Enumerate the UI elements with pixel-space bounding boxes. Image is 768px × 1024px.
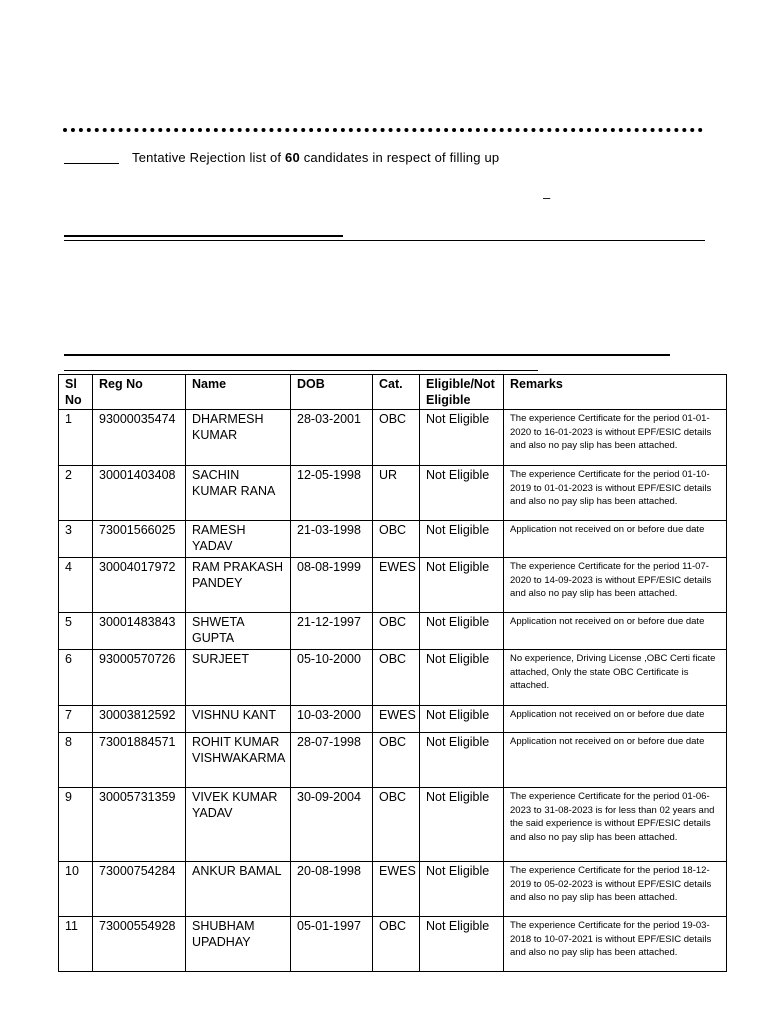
- cell-category: OBC: [373, 521, 420, 558]
- table-row: [59, 466, 727, 521]
- cell-remarks: The experience Certificate for the period 01-10-2019 to 01-01-2023 is without EPF/ESIC details and also no pay slip has been attached.: [504, 466, 727, 521]
- cell-remarks: The experience Certificate for the period 01-06-2023 to 31-08-2023 is for less than 02 years and the said experience is without EPF/ESIC details and also no pay slip has been attached.: [504, 788, 727, 862]
- cell-sl-no: 1: [59, 410, 93, 466]
- cell-reg-no: 73000554928: [93, 917, 186, 972]
- cell-reg-no: 30001483843: [93, 613, 186, 650]
- cell-remarks: No experience, Driving License ,OBC Certi ficate attached, Only the state OBC Certificate is attached.: [504, 650, 727, 706]
- cell-category: UR: [373, 466, 420, 521]
- cell-category: OBC: [373, 917, 420, 972]
- cell-dob: 28-03-2001: [291, 410, 373, 466]
- table-row: [59, 862, 727, 917]
- cell-dob: 05-01-1997: [291, 917, 373, 972]
- cell-name: RAM PRAKASH PANDEY: [186, 558, 291, 613]
- cell-category: OBC: [373, 650, 420, 706]
- cell-reg-no: 73001566025: [93, 521, 186, 558]
- cell-category: EWES: [373, 862, 420, 917]
- table-row: [59, 733, 727, 788]
- cell-dob: 05-10-2000: [291, 650, 373, 706]
- cell-category: OBC: [373, 788, 420, 862]
- header-eligibility: Eligible/Not Eligible: [420, 375, 504, 410]
- cell-eligibility: Not Eligible: [420, 917, 504, 972]
- intro-prefix: Tentative Rejection list of: [132, 150, 282, 165]
- underline-heading: [64, 354, 670, 356]
- cell-dob: 10-03-2000: [291, 706, 373, 733]
- cell-sl-no: 4: [59, 558, 93, 613]
- header-sl-no: Sl No: [59, 375, 93, 410]
- header-name: Name: [186, 375, 291, 410]
- cell-sl-no: 9: [59, 788, 93, 862]
- cell-sl-no: 3: [59, 521, 93, 558]
- cell-eligibility: Not Eligible: [420, 613, 504, 650]
- cell-remarks: Application not received on or before due date: [504, 521, 727, 558]
- cell-remarks: Application not received on or before due date: [504, 706, 727, 733]
- cell-category: OBC: [373, 733, 420, 788]
- cell-reg-no: 73001884571: [93, 733, 186, 788]
- cell-name: SHUBHAM UPADHAY: [186, 917, 291, 972]
- cell-name: SURJEET: [186, 650, 291, 706]
- dash-mark: –: [543, 190, 551, 205]
- header-remarks: Remarks: [504, 375, 727, 410]
- underline-short: [64, 235, 343, 237]
- cell-dob: 12-05-1998: [291, 466, 373, 521]
- cell-remarks: The experience Certificate for the period 01-01-2020 to 16-01-2023 is without EPF/ESIC details and also no pay slip has been attached.: [504, 410, 727, 466]
- cell-category: EWES: [373, 558, 420, 613]
- cell-eligibility: Not Eligible: [420, 466, 504, 521]
- cell-category: EWES: [373, 706, 420, 733]
- cell-sl-no: 8: [59, 733, 93, 788]
- cell-name: SACHIN KUMAR RANA: [186, 466, 291, 521]
- cell-eligibility: Not Eligible: [420, 410, 504, 466]
- table-row: [59, 558, 727, 613]
- intro-line: [132, 150, 499, 165]
- cell-reg-no: 73000754284: [93, 862, 186, 917]
- cell-sl-no: 11: [59, 917, 93, 972]
- cell-eligibility: Not Eligible: [420, 862, 504, 917]
- underline-long: [64, 240, 705, 241]
- cell-name: ROHIT KUMAR VISHWAKARMA: [186, 733, 291, 788]
- cell-eligibility: Not Eligible: [420, 558, 504, 613]
- cell-eligibility: Not Eligible: [420, 706, 504, 733]
- cell-dob: 28-07-1998: [291, 733, 373, 788]
- dotted-separator: [63, 128, 703, 132]
- table-header-row: [59, 375, 727, 410]
- cell-sl-no: 5: [59, 613, 93, 650]
- cell-dob: 21-12-1997: [291, 613, 373, 650]
- cell-eligibility: Not Eligible: [420, 521, 504, 558]
- cell-name: ANKUR BAMAL: [186, 862, 291, 917]
- cell-name: RAMESH YADAV: [186, 521, 291, 558]
- cell-remarks: Application not received on or before due date: [504, 613, 727, 650]
- cell-category: OBC: [373, 613, 420, 650]
- cell-reg-no: 30001403408: [93, 466, 186, 521]
- header-dob: DOB: [291, 375, 373, 410]
- table-row: [59, 788, 727, 862]
- table-row: [59, 613, 727, 650]
- cell-reg-no: 30003812592: [93, 706, 186, 733]
- header-category: Cat.: [373, 375, 420, 410]
- cell-sl-no: 2: [59, 466, 93, 521]
- cell-remarks: The experience Certificate for the period 18-12-2019 to 05-02-2023 is without EPF/ESIC details and also no pay slip has been attached.: [504, 862, 727, 917]
- cell-eligibility: Not Eligible: [420, 733, 504, 788]
- cell-reg-no: 30005731359: [93, 788, 186, 862]
- candidate-count: 60: [285, 150, 300, 165]
- cell-dob: 08-08-1999: [291, 558, 373, 613]
- cell-eligibility: Not Eligible: [420, 788, 504, 862]
- cell-remarks: The experience Certificate for the period 19-03-2018 to 10-07-2021 is without EPF/ESIC details and also no pay slip has been attached.: [504, 917, 727, 972]
- blank-underline: [64, 163, 119, 164]
- underline-heading-thin: [64, 370, 538, 371]
- cell-category: OBC: [373, 410, 420, 466]
- cell-dob: 20-08-1998: [291, 862, 373, 917]
- table-row: [59, 650, 727, 706]
- table-row: [59, 917, 727, 972]
- cell-dob: 21-03-1998: [291, 521, 373, 558]
- rejection-table: [58, 374, 727, 972]
- cell-dob: 30-09-2004: [291, 788, 373, 862]
- header-reg-no: Reg No: [93, 375, 186, 410]
- cell-name: SHWETA GUPTA: [186, 613, 291, 650]
- cell-reg-no: 30004017972: [93, 558, 186, 613]
- cell-eligibility: Not Eligible: [420, 650, 504, 706]
- cell-name: VISHNU KANT: [186, 706, 291, 733]
- cell-name: DHARMESH KUMAR: [186, 410, 291, 466]
- cell-remarks: Application not received on or before due date: [504, 733, 727, 788]
- cell-sl-no: 6: [59, 650, 93, 706]
- cell-reg-no: 93000570726: [93, 650, 186, 706]
- cell-sl-no: 7: [59, 706, 93, 733]
- cell-remarks: The experience Certificate for the period 11-07-2020 to 14-09-2023 is without EPF/ESIC details and also no pay slip has been attached.: [504, 558, 727, 613]
- cell-reg-no: 93000035474: [93, 410, 186, 466]
- intro-suffix: candidates in respect of filling up: [303, 150, 500, 165]
- table-row: [59, 521, 727, 558]
- cell-name: VIVEK KUMAR YADAV: [186, 788, 291, 862]
- table-row: [59, 706, 727, 733]
- table-row: [59, 410, 727, 466]
- cell-sl-no: 10: [59, 862, 93, 917]
